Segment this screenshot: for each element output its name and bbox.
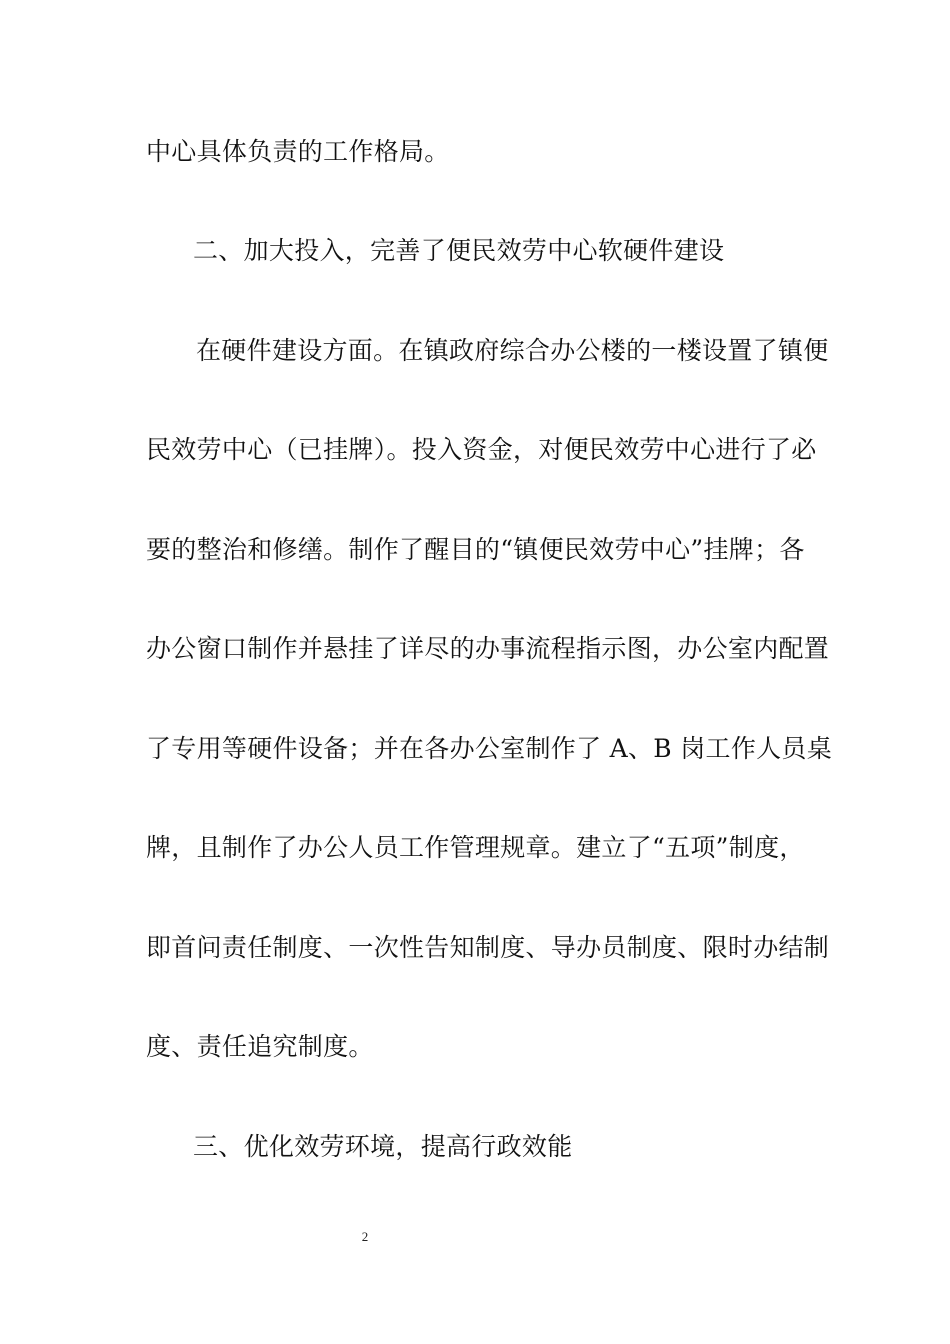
paragraph-line: 民效劳中心（已挂牌）。投入资金，对便民效劳中心进行了必 — [146, 435, 817, 464]
paragraph-line: 在硬件建设方面。在镇政府综合办公楼的一楼设置了镇便 — [196, 336, 829, 365]
paragraph-line: 了专用等硬件设备；并在各办公室制作了 A、B 岗工作人员桌 — [146, 734, 833, 763]
paragraph-line: 即首问责任制度、一次性告知制度、导办员制度、限时办结制 — [146, 933, 830, 962]
section-heading: 三、优化效劳环境，提高行政效能 — [193, 1132, 573, 1161]
paragraph-line: 要的整治和修缮。制作了醒目的“镇便民效劳中心”挂牌；各 — [146, 535, 805, 564]
paragraph-line: 牌，且制作了办公人员工作管理规章。建立了“五项”制度， — [146, 833, 805, 862]
paragraph-line: 办公窗口制作并悬挂了详尽的办事流程指示图，办公室内配置 — [146, 634, 830, 663]
section-heading: 二、加大投入，完善了便民效劳中心软硬件建设 — [193, 236, 725, 265]
paragraph-line: 度、责任追究制度。 — [146, 1032, 374, 1061]
page-number: 2 — [361, 1229, 369, 1244]
paragraph-line: 中心具体负责的工作格局。 — [146, 137, 450, 166]
